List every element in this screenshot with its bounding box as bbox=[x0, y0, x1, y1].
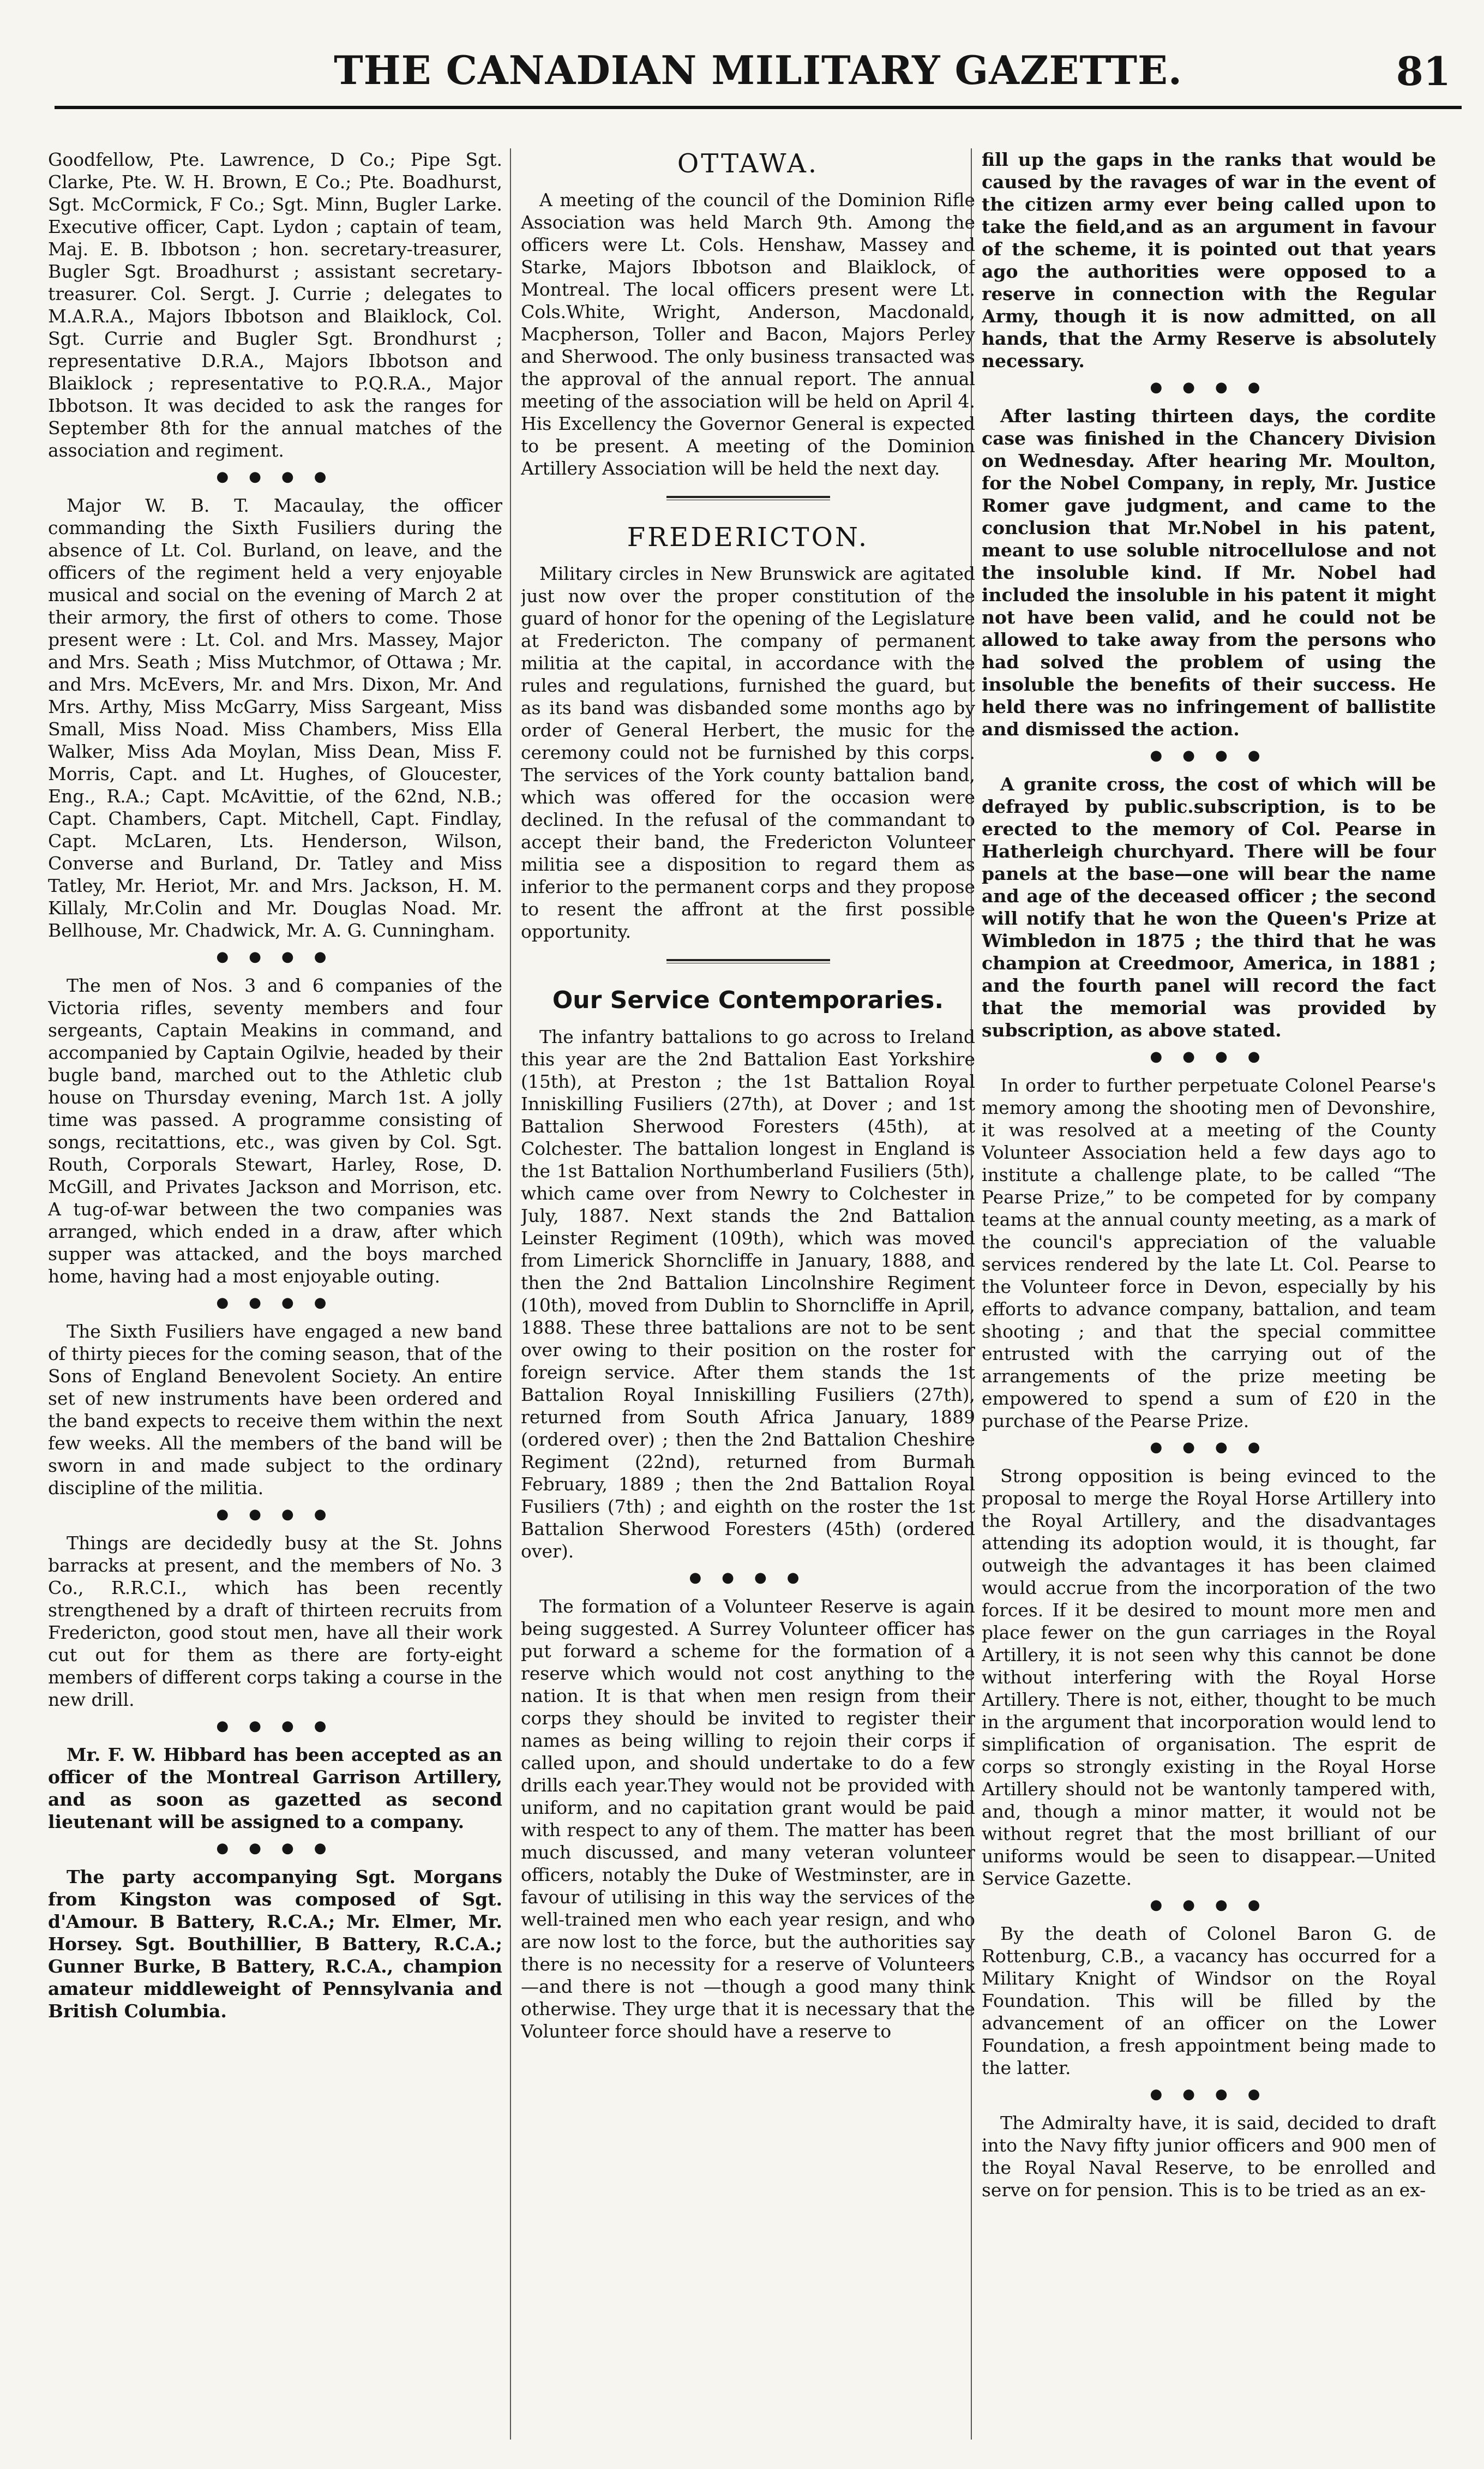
separator-dots: ● ● ● ● bbox=[216, 469, 334, 485]
article-paragraph: The party accompanying Sgt. Morgans from Kingston was composed of Sgt. d'Amour. B Battery, R.C.A.; Mr. Elmer, Mr. Horsey. Sgt. Bouthillier, B Battery, R.C.A.; Gunner Burke, B Battery, R.C.A., champion amateur middleweight of Pennsylvania and British Columbia. bbox=[48, 1866, 502, 2022]
separator-dots: ● ● ● ● bbox=[1150, 747, 1268, 764]
header-rule bbox=[55, 106, 1462, 109]
article-paragraph: By the death of Colonel Baron G. de Rottenburg, C.B., a vacancy has occurred for a Military Knight of Windsor on the Royal Foundation. This will be filled by the advancement of an officer on the Lower Foundation, a fresh appointment being made to the latter. bbox=[982, 1923, 1436, 2078]
separator-dots: ● ● ● ● bbox=[216, 949, 334, 965]
article-paragraph: After lasting thirteen days, the cordite case was finished in the Chancery Division on Wednesday. After hearing Mr. Moulton, for the Nobel Company, in reply, Mr. Justice Romer gave judgment, and came to the conclusion that Mr.Nobel in his patent, meant to use soluble nitrocellulose and not the insoluble kind. If Mr. Nobel had included the insoluble in his patent it might not have been valid, and he could not be allowed to take away from the persons who had solved the problem of using the insoluble the benefits of their success. He held there was no infringement of ballistite and dismissed the action. bbox=[982, 405, 1436, 740]
masthead-title: THE CANADIAN MILITARY GAZETTE. bbox=[334, 47, 1182, 93]
separator-dots: ● ● ● ● bbox=[1150, 1439, 1268, 1455]
article-paragraph: The infantry battalions to go across to Ireland this year are the 2nd Battalion East Yorkshire (15th), at Preston ; the 1st Battalion Royal Inniskilling Fusiliers (27th), at Dover ; and 1st Battalion Sherwood Foresters (45th), at Colchester. The battalion longest in England is the 1st Battalion Northumberland Fusiliers (5th), which came over from Newry to Colchester in July, 1887. Next stands the 2nd Battalion Leinster Regiment (109th), which was moved from Limerick Shorncliffe in January, 1888, and then the 2nd Battalion Lincolnshire Regiment (10th), moved from Dublin to Shorncliffe in April, 1888. These three battalions are not to be sent over owing to their position on the roster for foreign service. After them stands the 1st Battalion Royal Inniskilling Fusiliers (27th), returned from South Africa January, 1889 (ordered over) ; then the 2nd Battalion Cheshire Regiment (22nd), returned from Burmah February, 1889 ; then the 2nd Battalion Royal Fusiliers (7th) ; and eighth on the roster the 1st Battalion Sherwood Foresters (45th) (ordered over). bbox=[521, 1026, 975, 1562]
article-paragraph: Goodfellow, Pte. Lawrence, D Co.; Pipe Sgt. Clarke, Pte. W. H. Brown, E Co.; Pte. Boadhurst, Sgt. McCormick, F Co.; Sgt. Minn, Bugler Larke. Executive officer, Capt. Lydon ; captain of team, Maj. E. B. Ibbotson ; hon. secretary-treasurer, Bugler Sgt. Broadhurst ; assistant secretary-treasurer. Col. Sergt. J. Currie ; delegates to M.A.R.A., Majors Ibbotson and Blaiklock, Col. Sgt. Currie and Bugler Sgt. Brondhurst ; representative D.R.A., Majors Ibbotson and Blaiklock ; representative to P.Q.R.A., Major Ibbotson. It was decided to ask the ranges for September 8th for the annual matches of the association and regiment. bbox=[48, 149, 502, 461]
separator-dots: ● ● ● ● bbox=[689, 1569, 807, 1586]
article-paragraph: In order to further perpetuate Colonel Pearse's memory among the shooting men of Devonshire, it was resolved at a meeting of the County Volunteer Association held a few days ago to institute a challenge plate, to be called “The Pearse Prize,” to be competed for by company teams at the annual county meeting, as a mark of the council's appreciation of the valuable services rendered by the late Lt. Col. Pearse to the Volunteer force in Devon, especially by his efforts to advance company, battalion, and team shooting ; and that the special committee entrusted with the carrying out of the arrangements of the prize meeting be empowered to spend a sum of £20 in the purchase of the Pearse Prize. bbox=[982, 1075, 1436, 1431]
separator-dots: ● ● ● ● bbox=[216, 1840, 334, 1856]
separator-dots: ● ● ● ● bbox=[1150, 379, 1268, 395]
column-divider bbox=[510, 148, 511, 2440]
column-2 bbox=[521, 148, 975, 2461]
article-paragraph: A meeting of the council of the Dominion Rifle Association was held March 9th. Among the officers were Lt. Cols. Henshaw, Massey and Starke, Majors Ibbotson and Blaiklock, of Montreal. The local officers present were Lt. Cols.White, Wright, Anderson, Macdonald, Macpherson, Toller and Bacon, Majors Perley and Sherwood. The only business transacted was the approval of the annual report. The annual meeting of the association will be held on April 4. His Excellency the Governor General is expected to be present. A meeting of the Dominion Artillery Association will be held the next day. bbox=[521, 189, 975, 479]
article-paragraph: Major W. B. T. Macaulay, the officer commanding the Sixth Fusiliers during the absence of Lt. Col. Burland, on leave, and the officers of the regiment held a very enjoyable musical and social on the evening of March 2 at their armory, the first of others to come. Those present were : Lt. Col. and Mrs. Massey, Major and Mrs. Seath ; Miss Mutchmor, of Ottawa ; Mr. and Mrs. McEvers, Mr. and Mrs. Dixon, Mr. And Mrs. Arthy, Miss McGarry, Miss Sargeant, Miss Small, Miss Noad. Miss Chambers, Miss Ella Walker, Miss Ada Moylan, Miss Dean, Miss F. Morris, Capt. and Lt. Hughes, of Gloucester, Eng., R.A.; Capt. McAvittie, of the 62nd, N.B.; Capt. Chambers, Capt. Mitchell, Capt. Findlay, Capt. McLaren, Lts. Henderson, Wilson, Converse and Burland, Dr. Tatley and Miss Tatley, Mr. Heriot, Mr. and Mrs. Jackson, H. M. Killaly, Mr.Colin and Mr. Douglas Noad. Mr. Bellhouse, Mr. Chadwick, Mr. A. G. Cunningham. bbox=[48, 495, 502, 941]
section-heading-fredericton: FREDERICTON. bbox=[627, 522, 869, 553]
page-number: 81 bbox=[1396, 48, 1451, 94]
separator-dots: ● ● ● ● bbox=[1150, 1048, 1268, 1065]
section-rule bbox=[666, 496, 830, 500]
article-paragraph: Mr. F. W. Hibbard has been accepted as an officer of the Montreal Garrison Artillery, and as soon as gazetted as second lieutenant will be assigned to a company. bbox=[48, 1744, 502, 1832]
page-header bbox=[55, 47, 1462, 115]
separator-dots: ● ● ● ● bbox=[216, 1295, 334, 1311]
article-paragraph: The men of Nos. 3 and 6 companies of the Victoria rifles, seventy members and four sergeants, Captain Meakins in command, and accompanied by Captain Ogilvie, headed by their bugle band, marched out to the Athletic club house on Thursday evening, March 1st. A jolly time was passed. A programme consisting of songs, recitattions, etc., was given by Col. Sgt. Routh, Corporals Stewart, Harley, Rose, D. McGill, and Privates Jackson and Morrison, etc. A tug-of-war between the two companies was arranged, which ended in a draw, after which supper was attacked, and the boys marched home, having had a most enjoyable outing. bbox=[48, 975, 502, 1287]
separator-dots: ● ● ● ● bbox=[1150, 2086, 1268, 2102]
article-paragraph: Strong opposition is being evinced to the proposal to merge the Royal Horse Artillery into the Royal Artillery, and the disadvantages attending its adoption would, it is thought, far outweigh the advantages it has been claimed would accrue from the incorporation of the two forces. If it be desired to mount more men and place fewer on the gun carriages in the Royal Artillery, it is not seen why this cannot be done without interfering with the Royal Horse Artillery. There is not, either, thought to be much in the argument that incorporation would lend to simplification of organisation. The esprit de corps so strongly existing in the Royal Horse Artillery should not be wantonly tampered with, and, though a minor matter, it would not be without regret that the most brilliant of our uniforms would be seen to disappear.—United Service Gazette. bbox=[982, 1465, 1436, 1889]
article-paragraph: The Admiralty have, it is said, decided to draft into the Navy fifty junior officers and 900 men of the Royal Naval Reserve, to be enrolled and serve on for pension. This is to be tried as an ex- bbox=[982, 2112, 1436, 2201]
section-heading-contemporaries: Our Service Contemporaries. bbox=[552, 986, 944, 1014]
section-heading-ottawa: OTTAWA. bbox=[677, 148, 819, 179]
article-paragraph: The Sixth Fusiliers have engaged a new band of thirty pieces for the coming season, that of the Sons of England Benevolent Society. An entire set of new instruments have been ordered and the band expects to receive them within the next few weeks. All the members of the band will be sworn in and made subject to the ordinary discipline of the militia. bbox=[48, 1321, 502, 1499]
column-1 bbox=[48, 148, 502, 2461]
article-paragraph: Military circles in New Brunswick are agitated just now over the proper constitution of the guard of honor for the opening of the Legislature at Fredericton. The company of permanent militia at the capital, in accordance with the rules and regulations, furnished the guard, but as its band was disbanded some months ago by order of General Herbert, the music for the ceremony could not be furnished by this corps. The services of the York county battalion band, which was offered for the occasion were declined. In the refusal of the commandant to accept their band, the Fredericton Volunteer militia see a disposition to regard them as inferior to the permanent corps and they propose to resent the affront at the first possible opportunity. bbox=[521, 563, 975, 942]
separator-dots: ● ● ● ● bbox=[216, 1718, 334, 1734]
section-rule bbox=[666, 959, 830, 963]
article-paragraph: A granite cross, the cost of which will be defrayed by public.subscription, is to be erected to the memory of Col. Pearse in Hatherleigh churchyard. There will be four panels at the base—one will bear the name and age of the deceased officer ; the second will notify that he won the Queen's Prize at Wimbledon in 1875 ; the third that he was champion at Creedmoor, America, in 1881 ; and the fourth panel will record the fact that the memorial was provided by subscription, as above stated. bbox=[982, 774, 1436, 1041]
article-paragraph: Things are decidedly busy at the St. Johns barracks at present, and the members of No. 3 Co., R.R.C.I., which has been recently strengthened by a draft of thirteen recruits from Fredericton, good stout men, have all their work cut out for them as there are forty-eight members of different corps taking a course in the new drill. bbox=[48, 1532, 502, 1710]
article-paragraph: fill up the gaps in the ranks that would be caused by the ravages of war in the event of the citizen army ever being called upon to take the field,and as an argument in favour of the scheme, it is pointed out that years ago the authorities were opposed to a reserve in connection with the Regular Army, though it is now admitted, on all hands, that the Army Reserve is absolutely necessary. bbox=[982, 149, 1436, 371]
article-paragraph: The formation of a Volunteer Reserve is again being suggested. A Surrey Volunteer officer has put forward a scheme for the formation of a reserve which would not cost anything to the nation. It is that when men resign from their corps they should be invited to register their names as being willing to rejoin their corps if called upon, and should undertake to do a few drills each year.They would not be provided with uniform, and no capitation grant would be paid with respect to any of them. The matter has been much discussed, and many veteran volunteer officers, notably the Duke of Westminster, are in favour of utilising in this way the services of the well-trained men who each year resign, and who are now lost to the force, but the authorities say there is no necessity for a reserve of Volunteers—and there is not —though a good many think otherwise. They urge that it is necessary that the Volunteer force should have a reserve to bbox=[521, 1596, 975, 2042]
separator-dots: ● ● ● ● bbox=[216, 1506, 334, 1523]
separator-dots: ● ● ● ● bbox=[1150, 1897, 1268, 1913]
column-3 bbox=[982, 148, 1436, 2461]
